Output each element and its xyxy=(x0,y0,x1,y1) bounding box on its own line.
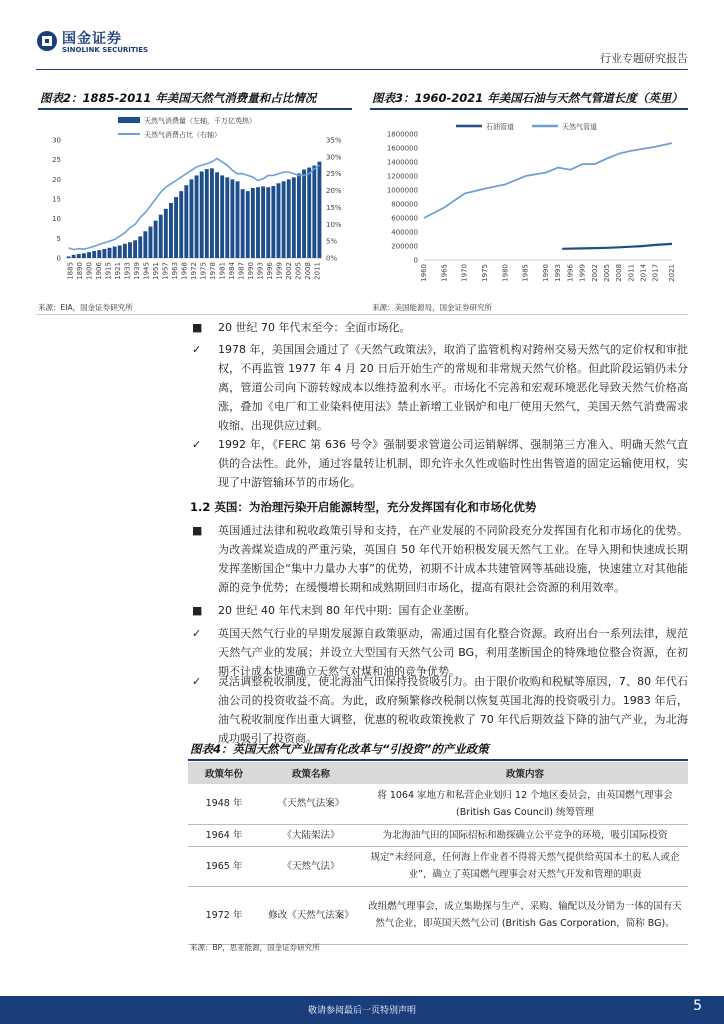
logo-english-name: SINOLINK SECURITIES xyxy=(62,46,149,54)
y-right-tick-label: 0% xyxy=(326,254,338,263)
x-tick-label: 2008 xyxy=(615,263,624,282)
consumption-bar xyxy=(261,186,265,258)
consumption-bar xyxy=(297,173,301,258)
x-tick-label: 1984 xyxy=(227,261,236,280)
consumption-bar xyxy=(174,197,178,258)
consumption-bar xyxy=(164,209,168,258)
consumption-bar xyxy=(317,162,321,258)
table-row xyxy=(188,824,688,846)
legend-gas-label: 天然气管道 xyxy=(562,123,597,131)
consumption-bar xyxy=(220,175,224,258)
x-tick-label: 1963 xyxy=(171,261,179,280)
logo-chinese-name: 国金证券 xyxy=(62,31,122,47)
consumption-bar xyxy=(200,171,204,258)
consumption-bar xyxy=(138,236,142,258)
y-right-tick-label: 20% xyxy=(326,187,342,196)
y-right-tick-label: 5% xyxy=(326,237,338,246)
consumption-bar xyxy=(108,248,112,258)
y-tick-label: 800000 xyxy=(391,200,418,209)
report-type-label: 行业专题研究报告 xyxy=(600,52,688,65)
table-row xyxy=(188,886,688,944)
consumption-bar xyxy=(92,251,96,258)
consumption-bar xyxy=(133,240,137,258)
oil-pipeline-line xyxy=(562,244,672,249)
row-policy-name: 《天然气法案》 xyxy=(260,784,362,824)
figure2-chart xyxy=(36,112,356,292)
consumption-bar xyxy=(123,244,127,258)
consumption-bar xyxy=(184,185,188,258)
consumption-bar xyxy=(210,168,214,258)
legend-bar-swatch xyxy=(118,117,140,123)
y-left-tick-label: 5 xyxy=(56,234,61,243)
y-tick-label: 1200000 xyxy=(386,172,418,181)
table-row xyxy=(188,846,688,886)
row-policy-content: 规定“未经同意，任何海上作业者不得将天然气提供给英国本土的私人或企业”，确立了英国燃气理事会对天然气开发和管理的职责 xyxy=(362,846,688,886)
square-bullet-icon: ■ xyxy=(192,524,203,537)
y-right-tick-label: 30% xyxy=(326,153,342,162)
figure4-source: 来源：BP，思亚能源，国金证券研究所 xyxy=(190,943,320,952)
x-tick-label: 2002 xyxy=(590,264,599,282)
check-bullet-icon: ✓ xyxy=(192,627,202,640)
consumption-bar xyxy=(113,247,117,258)
x-tick-label: 1978 xyxy=(209,262,217,280)
row-year: 1965 年 xyxy=(188,846,260,886)
row-year: 1972 年 xyxy=(188,886,260,944)
consumption-bar xyxy=(312,166,316,258)
x-tick-label: 1970 xyxy=(460,264,469,282)
consumption-bar xyxy=(282,181,286,258)
x-tick-label: 1999 xyxy=(578,264,587,282)
figure4-title: 图表4：英国天然气产业国有化改革与“引投资”的产业政策 xyxy=(190,742,489,756)
x-tick-label: 1885 xyxy=(66,261,75,280)
y-left-tick-label: 10 xyxy=(52,215,61,224)
header-policy-content: 政策内容 xyxy=(362,762,688,784)
y-right-tick-label: 15% xyxy=(326,203,342,212)
consumption-bar xyxy=(236,181,240,258)
figure3-title: 图表3：1960-2021 年美国石油与天然气管道长度（英里） xyxy=(372,91,683,105)
row-policy-name: 《大陆架法》 xyxy=(260,824,362,846)
consumption-bar xyxy=(149,227,153,258)
x-tick-label: 1933 xyxy=(123,261,132,280)
figure2-source: 来源：EIA，国金证券研究所 xyxy=(38,303,133,312)
x-tick-label: 1975 xyxy=(199,262,208,280)
check-bullet-icon: ✓ xyxy=(192,343,202,356)
consumption-bar xyxy=(225,177,229,258)
footer-disclaimer-link[interactable]: 敬请参阅最后一页特别声明 xyxy=(307,1006,416,1016)
uk-intro-text: 英国通过法律和税收政策引导和支持，在产业发展的不同阶段充分发挥国有化和市场化的优势。为改善煤炭造成的严重污染，英国自 50 年代开始积极发展天然气工业。在导入期和快速成长期发挥垄断国企“集中力量办大事”的优势，初期不计成本共建管网等基础设施，快速建立对其他能源的竞争优势；在缓慢增长期和成熟期回归市场化，提高有限社会资源的利用效率。 xyxy=(218,524,688,594)
x-tick-label: 1975 xyxy=(481,264,489,282)
consumption-bar xyxy=(205,169,209,258)
x-tick-label: 1972 xyxy=(190,262,198,280)
figure2-title-underline xyxy=(38,108,352,110)
figure4-title-underline xyxy=(188,759,688,761)
x-tick-label: 1906 xyxy=(95,262,104,280)
x-tick-label: 1890 xyxy=(76,261,85,280)
header-year: 政策年份 xyxy=(188,762,260,784)
consumption-bar xyxy=(302,170,306,259)
consumption-bar xyxy=(118,245,122,258)
y-left-tick-label: 0 xyxy=(56,254,61,263)
check-bullet-icon: ✓ xyxy=(192,438,202,451)
consumption-bar xyxy=(246,191,250,258)
consumption-bar xyxy=(277,183,281,258)
us-1978-policy-text: 1978 年，美国国会通过了《天然气政策法》，取消了监管机构对跨州交易天然气的定价权和审批权，不再监管 1977 年 4 月 20 日后开始生产的常规和非常规天然气价格。但此阶段运销仍未分离，管道公司向下游转嫁成本以维持盈利水平。市场化不完善和宏观环境恶化导致天然气价格高涨，叠加《电厂和工业染料使用法》禁止新增工业锅炉和电厂使用天然气，美国天然气消费需求收缩、出现供应过剩。 xyxy=(218,343,688,432)
header-divider xyxy=(36,69,688,70)
legend-oil-label: 石油管道 xyxy=(486,123,514,131)
policy-table xyxy=(188,762,688,945)
section-1-2-heading: 1.2 英国：为治理污染开启能源转型，充分发挥国有化和市场化优势 xyxy=(190,500,537,514)
x-tick-label: 2005 xyxy=(603,264,611,282)
consumption-bar xyxy=(307,168,311,258)
x-tick-label: 1921 xyxy=(114,261,123,280)
consumption-bar xyxy=(241,189,245,258)
row-policy-name: 修改《天然气法案》 xyxy=(260,886,362,944)
consumption-bar xyxy=(159,215,163,258)
y-tick-label: 1000000 xyxy=(386,186,418,195)
consumption-bar xyxy=(128,242,132,258)
policy-table-header xyxy=(188,762,688,784)
consumption-bar xyxy=(189,179,193,258)
x-tick-label: 1965 xyxy=(440,263,449,282)
y-tick-label: 1600000 xyxy=(386,144,418,153)
check-bullet-icon: ✓ xyxy=(192,675,202,688)
figure3-source: 来源：美国能源局，国金证券研究所 xyxy=(372,303,492,312)
consumption-bar xyxy=(292,177,296,258)
consumption-bar xyxy=(102,249,106,258)
x-tick-label: 1945 xyxy=(142,262,151,280)
consumption-bar xyxy=(67,256,71,258)
x-tick-label: 1957 xyxy=(161,262,170,280)
row-policy-name: 《天然气法》 xyxy=(260,846,362,886)
consumption-bar xyxy=(195,175,199,258)
y-tick-label: 1800000 xyxy=(386,130,418,139)
row-policy-content: 改组燃气理事会，成立集勘探与生产、采购、输配以及分销为一体的国有天然气企业，即英国天然气公司 (British Gas Corporation，简称 BG)。 xyxy=(362,886,688,944)
consumption-bar xyxy=(87,252,91,258)
x-tick-label: 1939 xyxy=(133,261,142,280)
x-tick-label: 1999 xyxy=(275,261,284,280)
figure3-title-underline xyxy=(370,108,688,110)
x-tick-label: 1951 xyxy=(152,262,161,280)
x-tick-label: 1981 xyxy=(218,261,227,280)
y-right-tick-label: 35% xyxy=(326,136,342,145)
consumption-bar xyxy=(230,179,234,258)
x-tick-label: 1996 xyxy=(265,262,274,280)
consumption-bar xyxy=(287,179,291,258)
figures-bottom-rule xyxy=(36,314,688,315)
x-tick-label: 2008 xyxy=(303,262,312,280)
x-tick-label: 2017 xyxy=(651,263,660,282)
consumption-bar xyxy=(154,221,158,258)
uk-nationalization-heading: 20 世纪 40 年代末到 80 年代中期：国有企业垄断。 xyxy=(218,604,476,617)
row-policy-content: 为北海油气田的国际招标和勘探确立公平竞争的环境，吸引国际投资 xyxy=(362,824,688,846)
x-tick-label: 2014 xyxy=(639,263,648,282)
consumption-bar xyxy=(143,231,147,258)
table-row xyxy=(188,784,688,824)
x-tick-label: 2002 xyxy=(284,261,293,280)
consumption-bar xyxy=(215,172,219,258)
x-tick-label: 2011 xyxy=(313,262,322,280)
consumption-bar xyxy=(169,203,173,258)
company-logo xyxy=(36,28,149,58)
x-tick-label: 1987 xyxy=(237,261,246,280)
y-tick-label: 1400000 xyxy=(386,158,418,167)
x-tick-label: 1960 xyxy=(420,264,428,282)
consumption-bar xyxy=(82,253,86,258)
x-tick-label: 2011 xyxy=(627,263,636,282)
legend-line-label: 天然气消费占比（右轴） xyxy=(144,131,221,139)
square-bullet-icon: ■ xyxy=(192,604,203,617)
header-policy-name: 政策名称 xyxy=(260,762,362,784)
x-tick-label: 1993 xyxy=(554,264,563,282)
gas-pipeline-line xyxy=(424,143,672,218)
y-left-tick-label: 15 xyxy=(52,195,61,204)
us-1992-ferc-text: 1992 年，《FERC 第 636 号令》强制要求管道公司运销解绑、强制第三方准入、明确天然气直供的合法性。此外，通过容量转让机制，即允许永久性或临时性出售管道的固定运输使用权，实现了中游管输环节的市场化。 xyxy=(218,438,688,489)
x-tick-label: 1985 xyxy=(521,263,530,282)
x-tick-label: 1993 xyxy=(256,262,265,280)
y-tick-label: 600000 xyxy=(391,214,418,223)
y-left-tick-label: 25 xyxy=(52,156,61,165)
row-year: 1948 年 xyxy=(188,784,260,824)
y-left-tick-label: 20 xyxy=(52,175,61,184)
consumption-bar xyxy=(266,187,270,258)
y-tick-label: 400000 xyxy=(391,228,418,237)
consumption-bar xyxy=(97,250,101,258)
x-tick-label: 2021 xyxy=(668,264,676,282)
square-bullet-icon: ■ xyxy=(192,321,203,334)
figure2-title: 图表2：1885-2011 年美国天然气消费量和占比情况 xyxy=(40,91,317,105)
legend-bar-label: 天然气消费量（左轴，千万亿英热） xyxy=(144,117,256,125)
consumption-bar xyxy=(72,255,76,258)
figure3-chart xyxy=(372,112,690,292)
company-logo-icon xyxy=(36,30,58,52)
consumption-bar xyxy=(251,188,255,258)
x-tick-label: 1990 xyxy=(542,264,550,282)
y-tick-label: 0 xyxy=(413,256,418,265)
x-tick-label: 1900 xyxy=(85,261,94,280)
consumption-bar xyxy=(271,186,275,258)
uk-policy-driven-text: 英国天然气行业的早期发展源自政策驱动，需通过国有化整合资源。政府出台一系列法律，规范天然气产业的发展；并设立大型国有天然气公司 BG，利用垄断国企的特殊地位整合资源，在初期不计成本快速确立天然气对煤和油的竞争优势。 xyxy=(218,627,688,678)
y-tick-label: 200000 xyxy=(391,242,418,251)
y-left-tick-label: 30 xyxy=(52,136,61,145)
x-tick-label: 2005 xyxy=(294,262,303,280)
consumption-bar xyxy=(77,254,81,258)
consumption-bar xyxy=(179,191,183,258)
consumption-bar xyxy=(256,187,260,258)
row-policy-content: 将 1064 家地方和私营企业划归 12 个地区委员会，由英国燃气理事会 (British Gas Council) 统筹管理 xyxy=(362,784,688,824)
x-tick-label: 1990 xyxy=(246,262,255,280)
uk-tax-regime-text: 灵活调整税收制度，使北海油气田保持投资吸引力。由于限价收购和税赋等原因，7、80 年代石油公司的投资收益不高。为此，政府频繁修改税制以恢复英国北海的投资吸引力。1983 年后，油气税收制度作出重大调整，优惠的税收政策挽救了 70 年代后期效益下降的油气产业，为北海成功吸引了投资商。 xyxy=(218,675,688,745)
page-number: 5 xyxy=(693,998,702,1014)
row-year: 1964 年 xyxy=(188,824,260,846)
y-right-tick-label: 10% xyxy=(326,220,342,229)
x-tick-label: 1915 xyxy=(104,262,113,280)
x-tick-label: 1968 xyxy=(180,261,189,280)
us-marketization-heading: 20 世纪 70 年代末至今：全面市场化。 xyxy=(218,321,411,334)
x-tick-label: 1980 xyxy=(501,263,510,282)
x-tick-label: 1996 xyxy=(566,264,575,282)
y-right-tick-label: 25% xyxy=(326,170,342,179)
